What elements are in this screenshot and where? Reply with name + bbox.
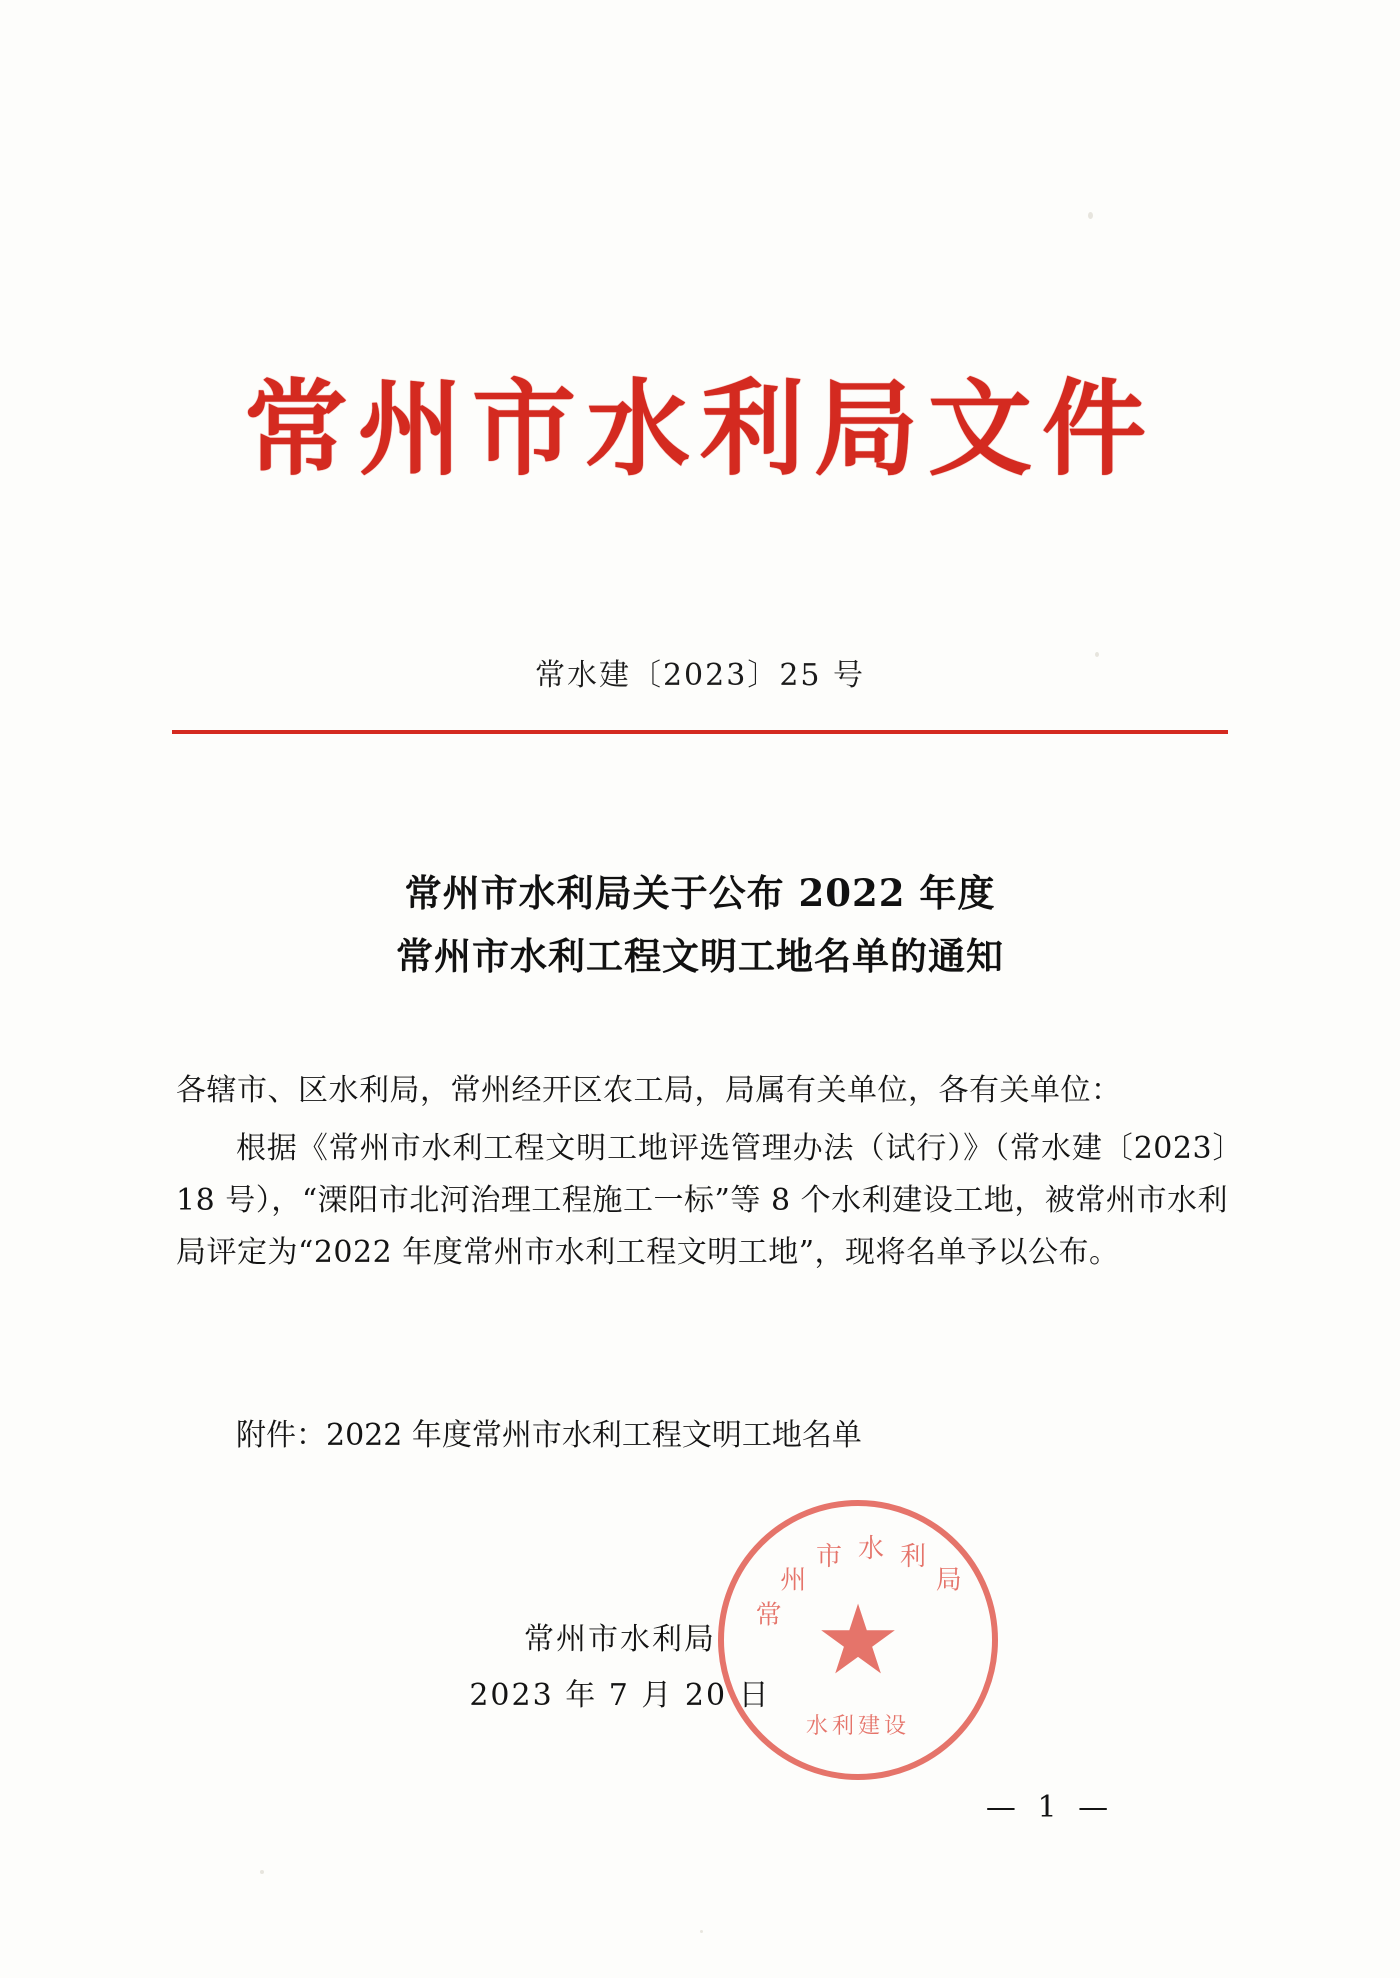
headline-line-2: 常州市水利工程文明工地名单的通知	[396, 933, 1004, 978]
scan-speck	[1088, 212, 1093, 219]
scan-speck	[260, 1870, 264, 1874]
seal-arc-text: 常 州 市 水 利 局	[755, 1534, 962, 1631]
issuer-name: 常州市水利局	[524, 1622, 716, 1657]
body-paragraph-2: 根据《常州市水利工程文明工地评选管理办法（试行）》（常水建〔2023〕18 号），“溧阳市北河治理工程施工一标”等 8 个水利建设工地，被常州市水利局评定为“2022 年度常州市水利工程文明工地”，现将名单予以公布。	[176, 1131, 1228, 1270]
document-body	[176, 1065, 1228, 1285]
headline-line-1: 常州市水利局关于公布 2022 年度	[404, 871, 996, 915]
page-title	[0, 862, 1400, 988]
document-masthead: 常州市水利局文件	[243, 367, 1156, 490]
page-number: — 1 —	[985, 1790, 1115, 1825]
document-number: 常水建〔2023〕25 号	[534, 658, 866, 693]
attachment-line: 附件：2022 年度常州市水利工程文明工地名单	[236, 1418, 862, 1453]
scan-speck	[700, 1930, 703, 1933]
red-separator-rule	[172, 730, 1228, 734]
seal-star-icon: ★	[814, 1584, 902, 1696]
body-paragraph-1: 各辖市、区水利局，常州经开区农工局，局属有关单位，各有关单位：	[176, 1073, 1122, 1108]
issue-date: 2023 年 7 月 20 日	[469, 1678, 771, 1713]
signature-block	[0, 1612, 1400, 1724]
seal-bottom-text: 水利建设	[805, 1714, 910, 1739]
